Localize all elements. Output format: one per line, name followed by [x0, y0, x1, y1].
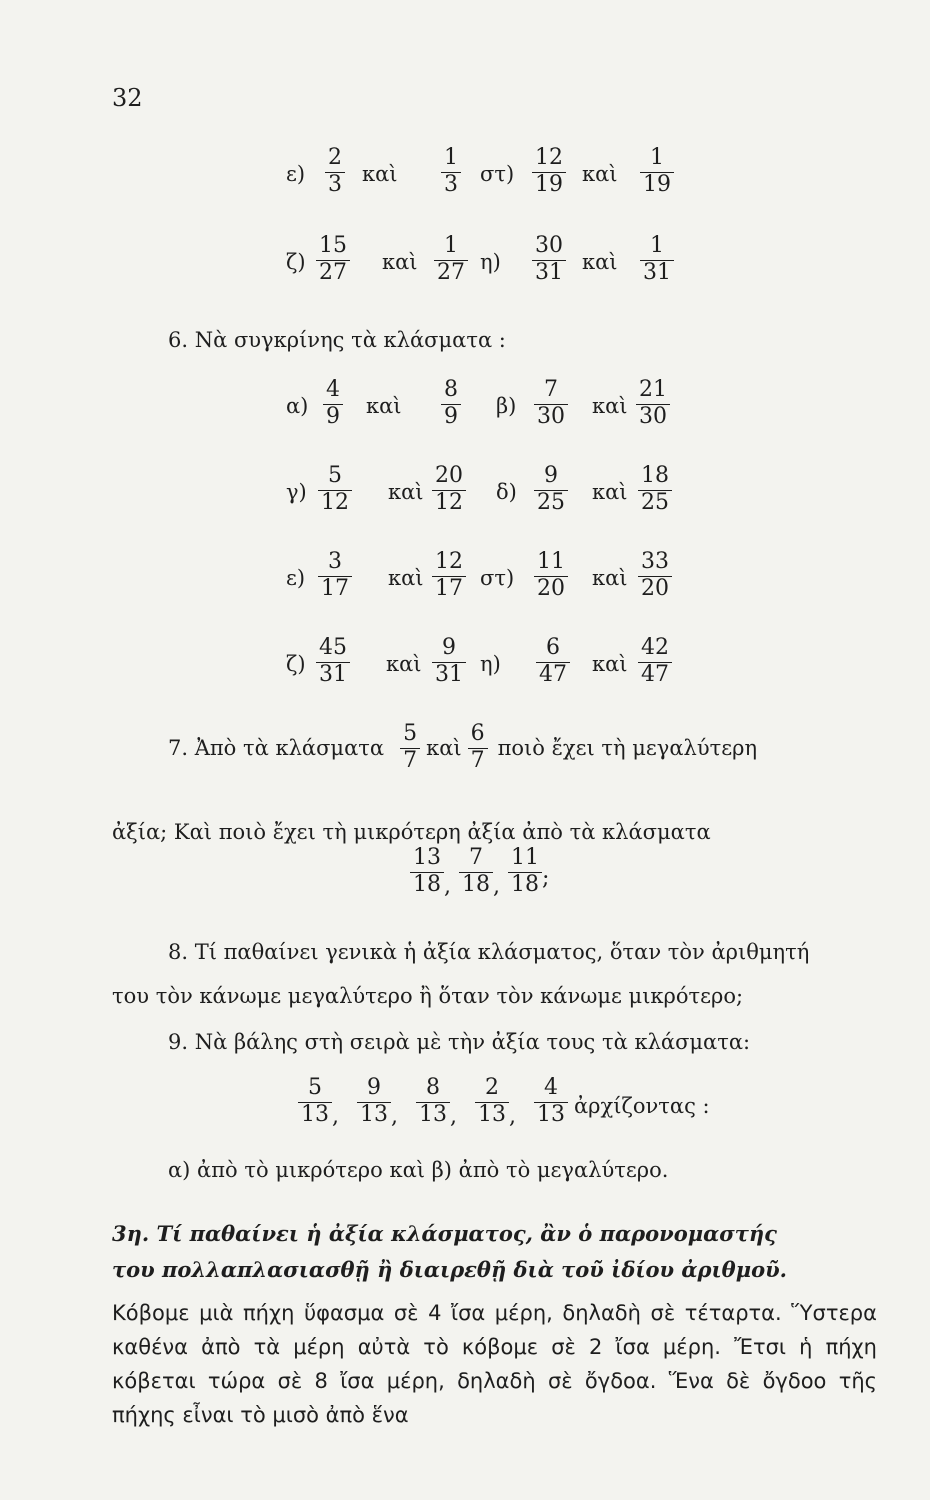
fraction — [318, 378, 348, 429]
fraction — [298, 1076, 332, 1127]
denominator: 13 — [357, 1102, 391, 1127]
kai-word: καὶ — [386, 652, 422, 676]
exercise-row — [0, 550, 930, 610]
kai-word: καὶ — [592, 566, 628, 590]
kai-word: καὶ — [582, 162, 618, 186]
fraction — [638, 636, 672, 687]
exercise-7-suffix: ποιὸ ἔχει τὴ μεγαλύτερη — [497, 735, 758, 760]
numerator: 7 — [544, 377, 558, 402]
denominator: 9 — [323, 404, 343, 429]
numerator: 30 — [535, 233, 563, 258]
fraction — [432, 550, 466, 601]
item-label: η) — [480, 652, 501, 676]
fraction — [459, 846, 493, 897]
item-label: η) — [480, 250, 501, 274]
numerator: 1 — [444, 233, 458, 258]
fraction — [638, 464, 672, 515]
exercise-7-prefix: 7. Ἀπὸ τὰ κλάσματα — [168, 735, 385, 760]
exercise-9-seq-suffix: ἀρχίζοντας : — [574, 1094, 710, 1118]
numerator: 9 — [544, 463, 558, 488]
kai-word: καὶ — [592, 652, 628, 676]
denominator: 31 — [432, 662, 466, 687]
denominator: 3 — [325, 172, 345, 197]
numerator: 5 — [328, 463, 342, 488]
numerator: 21 — [639, 377, 667, 402]
numerator: 11 — [537, 549, 565, 574]
numerator: 33 — [641, 549, 669, 574]
denominator: 31 — [640, 260, 674, 285]
fraction — [534, 464, 568, 515]
fraction — [534, 550, 568, 601]
exercise-row — [0, 234, 930, 294]
numerator: 11 — [511, 845, 539, 870]
exercise-7-fraction-list — [410, 846, 557, 899]
denominator: 31 — [316, 662, 350, 687]
separator: ; — [542, 866, 550, 891]
denominator: 47 — [536, 662, 570, 687]
exercise-8-line-1: 8. Τί παθαίνει γενικὰ ἡ ἀξία κλάσματος, ὅταν τὸν ἀριθμητή — [168, 940, 810, 964]
denominator: 25 — [638, 490, 672, 515]
fraction — [400, 722, 420, 773]
numerator: 1 — [650, 233, 664, 258]
kai-word: καὶ — [388, 480, 424, 504]
denominator: 17 — [318, 576, 352, 601]
denominator: 27 — [434, 260, 468, 285]
fraction — [534, 378, 568, 429]
denominator: 3 — [441, 172, 461, 197]
fraction — [636, 378, 670, 429]
denominator: 30 — [534, 404, 568, 429]
separator: , — [450, 1104, 457, 1129]
kai-word: καὶ — [388, 566, 424, 590]
kai-word: καὶ — [592, 394, 628, 418]
item-label: β) — [496, 394, 517, 418]
section-heading — [112, 1216, 872, 1288]
denominator: 13 — [298, 1102, 332, 1127]
exercise-row — [0, 636, 930, 696]
fraction — [475, 1076, 509, 1127]
kai-word: καὶ — [592, 480, 628, 504]
fraction — [318, 464, 352, 515]
numerator: 2 — [328, 145, 342, 170]
item-label: α) — [286, 394, 309, 418]
denominator: 25 — [534, 490, 568, 515]
exercise-row — [0, 378, 930, 438]
kai-word: καὶ — [366, 394, 402, 418]
item-label: γ) — [286, 480, 307, 504]
item-label: ζ) — [286, 250, 306, 274]
denominator: 13 — [475, 1102, 509, 1127]
fraction — [416, 1076, 450, 1127]
denominator: 18 — [410, 872, 444, 897]
numerator: 7 — [469, 845, 483, 870]
fraction — [532, 146, 566, 197]
numerator: 13 — [413, 845, 441, 870]
denominator: 20 — [638, 576, 672, 601]
page-number: 32 — [112, 84, 143, 112]
denominator: 12 — [318, 490, 352, 515]
numerator: 6 — [470, 721, 485, 746]
separator: , — [444, 874, 451, 899]
fraction — [534, 1076, 568, 1127]
numerator: 4 — [326, 377, 340, 402]
denominator: 9 — [441, 404, 461, 429]
section-heading-line-2: του πολλαπλασιασθῇ ἢ διαιρεθῇ διὰ τοῦ ἰδίου ἀριθμοῦ. — [112, 1257, 787, 1282]
exercise-9-line-3: α) ἀπὸ τὸ μικρότερο καὶ β) ἀπὸ τὸ μεγαλύτερο. — [168, 1158, 669, 1182]
denominator: 13 — [534, 1102, 568, 1127]
exercise-9-line-1: 9. Νὰ βάλης στὴ σειρὰ μὲ τὴν ἀξία τους τὰ κλάσματα: — [168, 1030, 751, 1054]
fraction — [357, 1076, 391, 1127]
numerator: 4 — [544, 1075, 558, 1100]
fraction — [320, 146, 350, 197]
kai-word: καὶ — [362, 162, 398, 186]
numerator: 18 — [641, 463, 669, 488]
exercise-7-line-2: ἀξία; Καὶ ποιὸ ἔχει τὴ μικρότερη ἀξία ἀπὸ τὰ κλάσματα — [112, 820, 711, 844]
kai-word: καὶ — [426, 735, 462, 760]
denominator: 20 — [534, 576, 568, 601]
exercise-7-line-1 — [168, 722, 757, 773]
fraction — [532, 234, 566, 285]
fraction — [410, 846, 444, 897]
exercise-row — [0, 146, 930, 206]
denominator: 31 — [532, 260, 566, 285]
fraction — [316, 636, 350, 687]
numerator: 5 — [308, 1075, 322, 1100]
exercise-9-fraction-list — [298, 1076, 718, 1129]
fraction — [640, 146, 674, 197]
item-label: στ) — [480, 162, 515, 186]
item-label: ε) — [286, 566, 306, 590]
separator: , — [391, 1104, 398, 1129]
denominator: 17 — [432, 576, 466, 601]
exercise-8-line-2: του τὸν κάνωμε μεγαλύτερο ἢ ὅταν τὸν κάνωμε μικρότερο; — [112, 984, 744, 1008]
numerator: 1 — [444, 145, 458, 170]
item-label: δ) — [496, 480, 517, 504]
denominator: 47 — [638, 662, 672, 687]
fraction — [434, 234, 468, 285]
fraction — [432, 464, 466, 515]
numerator: 45 — [319, 635, 347, 660]
item-label: ζ) — [286, 652, 306, 676]
denominator: 19 — [640, 172, 674, 197]
fraction — [316, 234, 350, 285]
kai-word: καὶ — [382, 250, 418, 274]
denominator: 19 — [532, 172, 566, 197]
denominator: 12 — [432, 490, 466, 515]
fraction — [318, 550, 352, 601]
numerator: 15 — [319, 233, 347, 258]
numerator: 5 — [403, 721, 418, 746]
numerator: 9 — [442, 635, 456, 660]
fraction — [638, 550, 672, 601]
denominator: 7 — [400, 748, 420, 773]
item-label: ε) — [286, 162, 306, 186]
fraction — [536, 636, 570, 687]
numerator: 6 — [546, 635, 560, 660]
numerator: 9 — [367, 1075, 381, 1100]
denominator: 27 — [316, 260, 350, 285]
denominator: 18 — [459, 872, 493, 897]
body-paragraph: Κόβομε μιὰ πήχη ὕφασμα σὲ 4 ἴσα μέρη, δηλαδὴ σὲ τέταρτα. Ὕστερα καθένα ἀπὸ τὰ μέρη αὐτὰ τὸ κόβομε σὲ 2 ἴσα μέρη. Ἔτσι ἡ πήχη κόβεται τώρα σὲ 8 ἴσα μέρη, δηλαδὴ σὲ ὄγδοα. Ἕνα δὲ ὄγδοο τῆς πήχης εἶναι τὸ μισὸ ἀπὸ ἕνα — [112, 1301, 877, 1427]
fraction — [436, 146, 466, 197]
fraction — [508, 846, 542, 897]
denominator: 7 — [468, 748, 488, 773]
fraction — [468, 722, 488, 773]
section-heading-line-1: 3η. Τί παθαίνει ἡ ἀξία κλάσματος, ἂν ὁ παρονομαστής — [112, 1221, 777, 1246]
numerator: 8 — [426, 1075, 440, 1100]
numerator: 20 — [435, 463, 463, 488]
fraction — [432, 636, 466, 687]
numerator: 3 — [328, 549, 342, 574]
exercise-row — [0, 464, 930, 524]
numerator: 8 — [444, 377, 458, 402]
denominator: 13 — [416, 1102, 450, 1127]
separator: , — [332, 1104, 339, 1129]
numerator: 2 — [485, 1075, 499, 1100]
numerator: 12 — [535, 145, 563, 170]
numerator: 1 — [650, 145, 664, 170]
separator: , — [493, 874, 500, 899]
numerator: 42 — [641, 635, 669, 660]
exercise-6-title: 6. Νὰ συγκρίνης τὰ κλάσματα : — [168, 328, 506, 352]
denominator: 18 — [508, 872, 542, 897]
separator: , — [509, 1104, 516, 1129]
numerator: 12 — [435, 549, 463, 574]
fraction — [436, 378, 466, 429]
item-label: στ) — [480, 566, 515, 590]
denominator: 30 — [636, 404, 670, 429]
fraction — [640, 234, 674, 285]
kai-word: καὶ — [582, 250, 618, 274]
